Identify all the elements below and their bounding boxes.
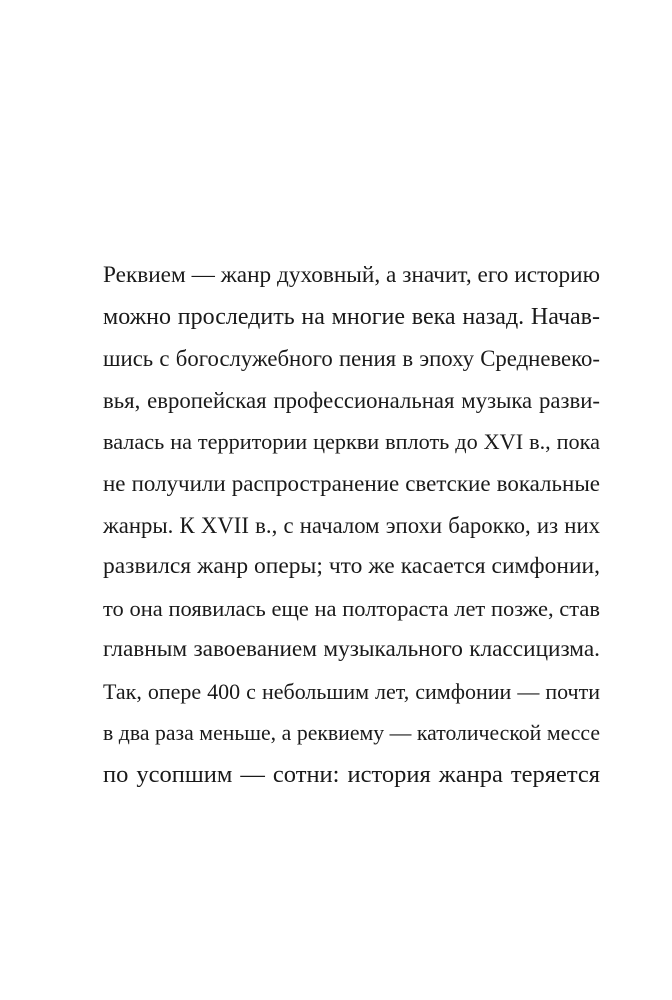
text-line: Так, опере 400 с небольшим лет, симфонии — почти [103, 678, 600, 704]
text-line: не получили распространение светские вокальные [103, 470, 600, 496]
text-line: можно проследить на многие века назад. Начав- [103, 303, 600, 330]
body-paragraph [103, 255, 600, 796]
text-line: в два раза меньше, а реквиему — католической мессе [103, 720, 600, 745]
text-line: развился жанр оперы; что же касается симфонии, [103, 553, 600, 580]
text-line: вья, европейская профессиональная музыка разви- [103, 387, 600, 413]
text-line: по усопшим — сотни: история жанра теряется [103, 761, 600, 789]
text-line: то она появилась еще на полтораста лет позже, став [103, 595, 600, 621]
text-line: валась на территории церкви вплоть до XVI в., пока [103, 429, 600, 455]
text-line: главным завоеванием музыкального классицизма. [103, 636, 600, 663]
text-line: жанры. К XVII в., с началом эпохи барокко, из них [103, 512, 600, 538]
text-line: Реквием — жанр духовный, а значит, его историю [103, 262, 600, 288]
text-line: шись с богослужебного пения в эпоху Средневеко- [103, 346, 600, 372]
